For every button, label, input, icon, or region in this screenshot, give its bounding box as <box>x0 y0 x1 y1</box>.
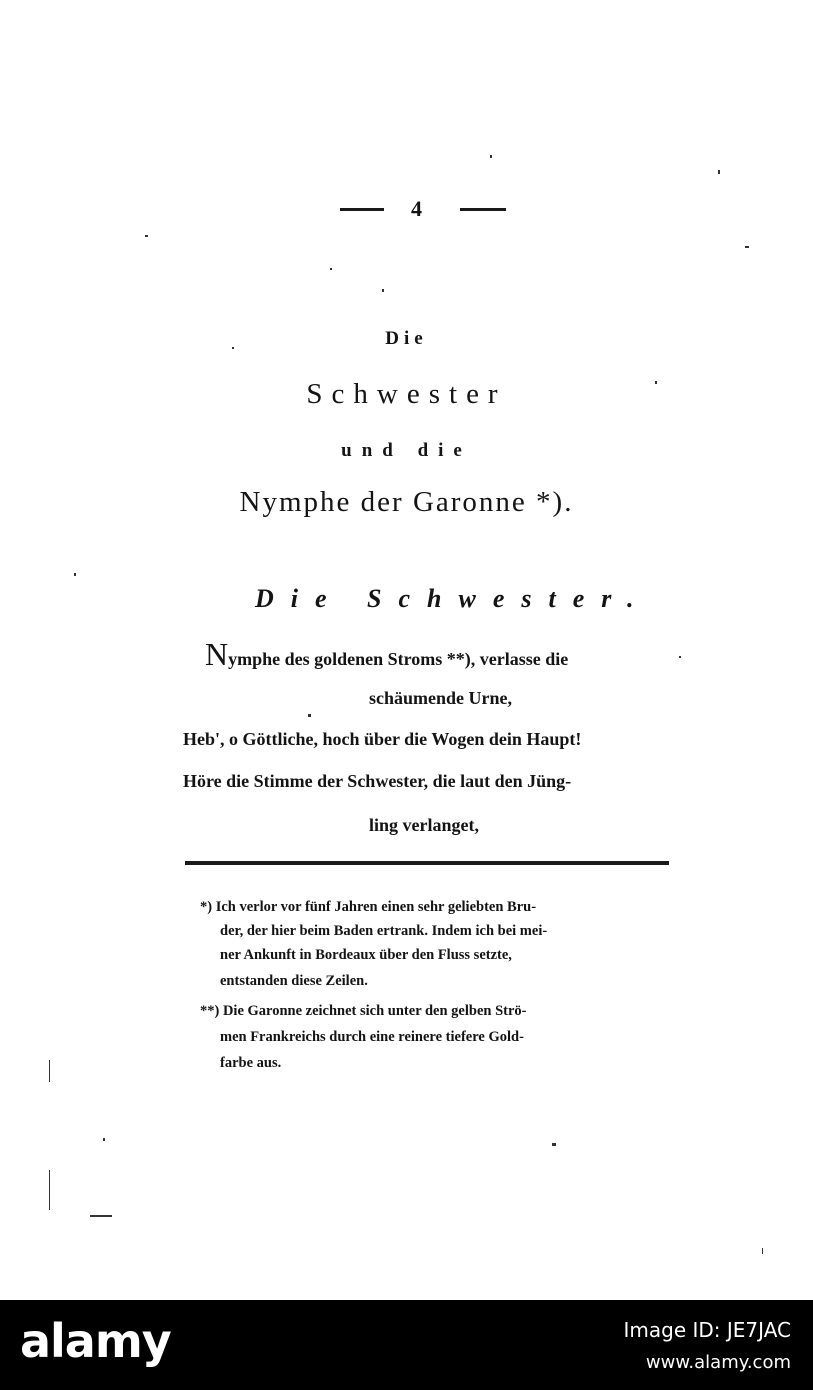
paper-speck <box>679 656 681 658</box>
footnote-line: **) Die Garonne zeichnet sich unter den gelben Strö- <box>200 1003 527 1019</box>
drop-initial: N <box>205 636 229 672</box>
paper-speck <box>49 1170 50 1210</box>
title-line-3: und die <box>341 440 472 461</box>
header-dash-right <box>460 208 506 211</box>
paper-speck <box>308 714 311 717</box>
footnote-line: ner Ankunft in Bordeaux über den Fluss setzte, <box>220 947 512 963</box>
paper-speck <box>49 1060 50 1082</box>
verse-line-1-text: ymphe des goldenen Stroms **), verlasse die <box>228 649 569 669</box>
paper-speck <box>762 1248 763 1254</box>
image-id-label: Image ID: JE7JAC <box>623 1318 791 1342</box>
paper-speck <box>90 1215 112 1217</box>
paper-speck <box>74 573 76 576</box>
footnote-line: men Frankreichs durch eine reinere tiefere Gold- <box>220 1029 524 1045</box>
paper-speck <box>655 381 657 384</box>
page-header <box>0 196 813 226</box>
verse-line-3: Heb', o Göttliche, hoch über die Wogen dein Haupt! <box>183 729 582 749</box>
title-line-2: Schwester <box>306 378 507 410</box>
footnote-rule <box>185 861 669 865</box>
verse-line-4: Höre die Stimme der Schwester, die laut den Jüng- <box>183 771 572 791</box>
footnote-line: *) Ich verlor vor fünf Jahren einen sehr geliebten Bru- <box>200 899 537 915</box>
verse-line-2: schäumende Urne, <box>369 688 512 708</box>
paper-speck <box>330 268 332 270</box>
paper-speck <box>745 246 749 248</box>
page-number: 4 <box>411 196 422 221</box>
footnote-line: der, der hier beim Baden ertrank. Indem ich bei mei- <box>220 923 548 939</box>
verse-line-1 <box>205 636 568 673</box>
footnote-line: farbe aus. <box>220 1055 282 1071</box>
paper-speck <box>103 1138 105 1141</box>
watermark-bar <box>0 1300 813 1390</box>
paper-speck <box>718 170 720 174</box>
speaker-heading: Die Schwester. <box>255 584 651 613</box>
verse-line-5: ling verlanget, <box>369 815 479 835</box>
footnote-line: entstanden diese Zeilen. <box>220 973 368 989</box>
site-url: www.alamy.com <box>645 1352 791 1373</box>
header-dash-left <box>340 208 384 211</box>
paper-speck <box>232 347 234 349</box>
paper-speck <box>552 1143 556 1146</box>
paper-speck <box>145 235 148 237</box>
title-line-1: Die <box>385 328 428 349</box>
brand-logo: alamy <box>20 1314 171 1368</box>
paper-speck <box>382 289 384 292</box>
paper-speck <box>490 155 492 158</box>
title-line-4: Nymphe der Garonne *). <box>239 486 574 518</box>
